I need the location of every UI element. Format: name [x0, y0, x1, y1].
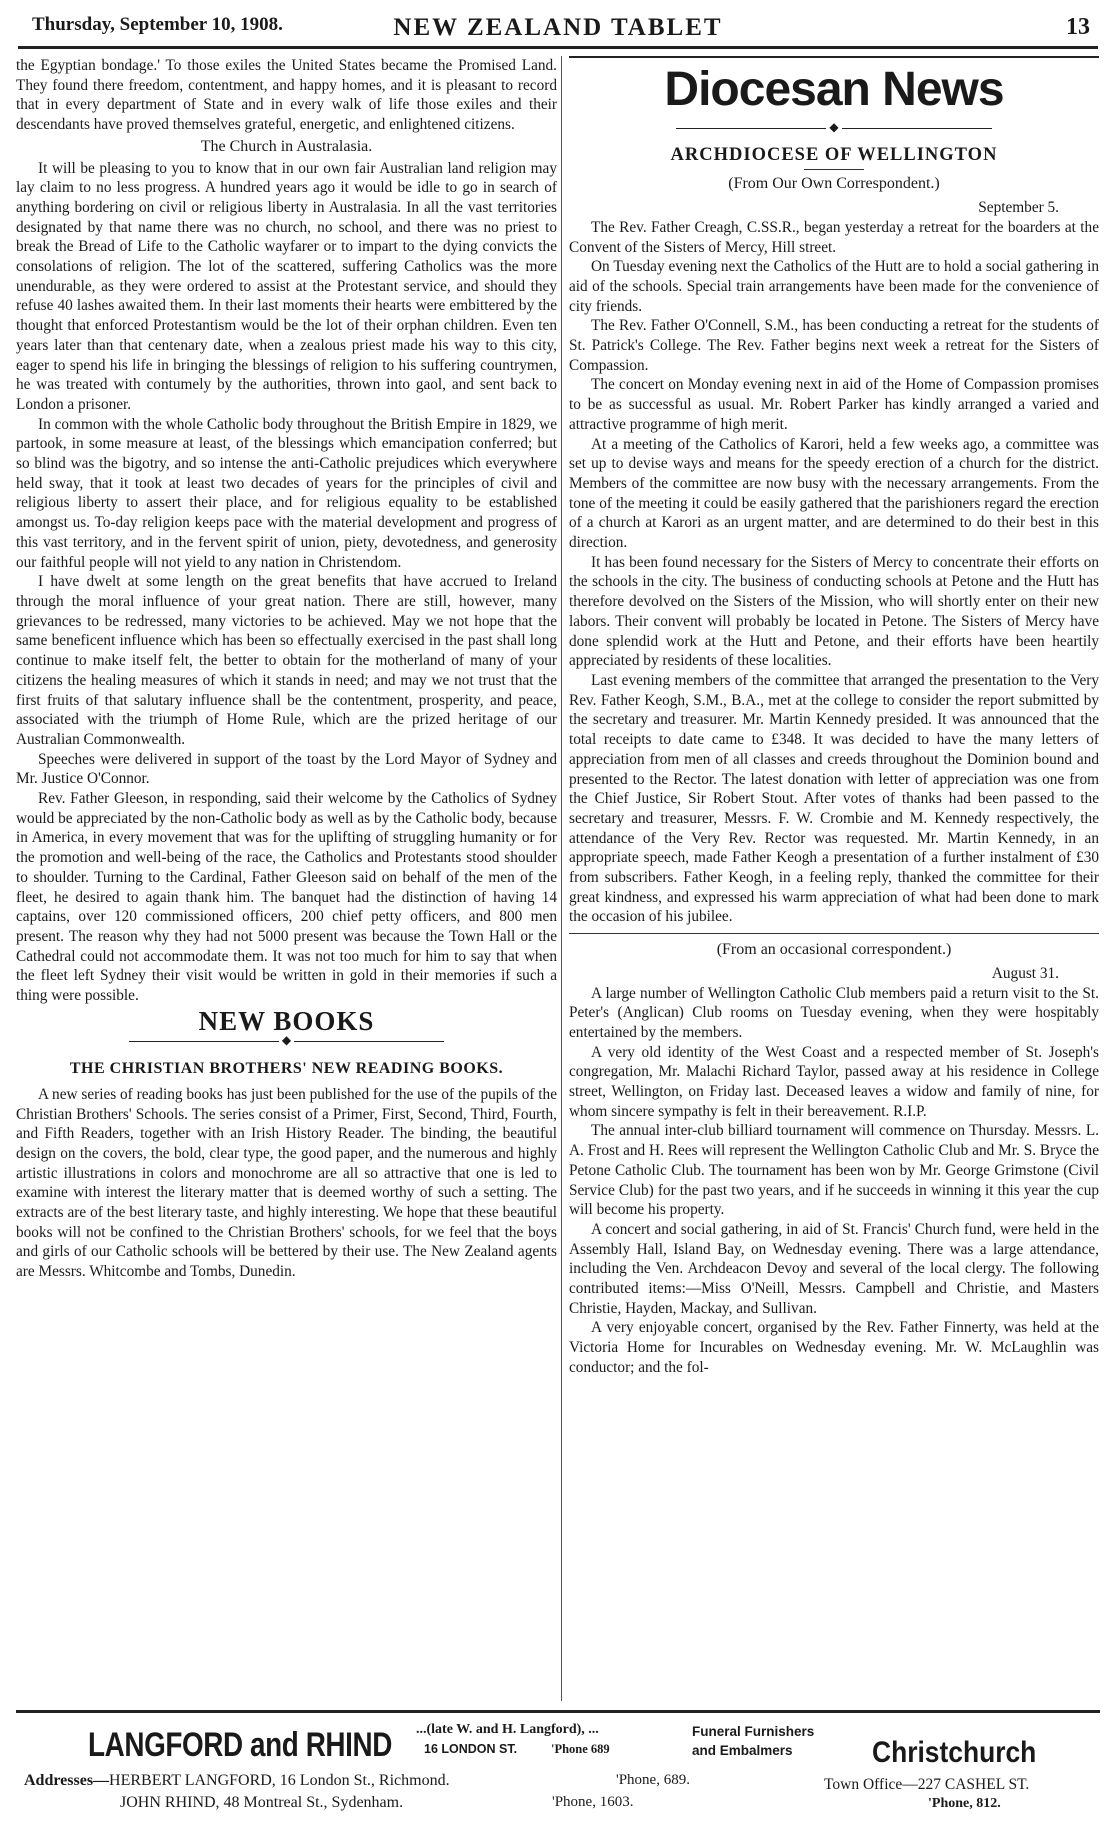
- diocesan-header: [569, 56, 1099, 194]
- news-item: The Rev. Father O'Connell, S.M., has been conducting a retreat for the students of St. Patrick's College. The Rev. Father begins next week a retreat for the Sisters of Compassion.: [569, 317, 1099, 374]
- news-item: The Rev. Father Creagh, C.SS.R., began yesterday a retreat for the boarders at the Convent of the Sisters of Mercy, Hill street.: [569, 218, 1099, 256]
- news-item: It has been found necessary for the Sisters of Mercy to concentrate their efforts on the schools in the city. The business of conducting schools at Petone and the Hutt has therefore devolved on the Sisters of the Mission, who will shortly enter on their new labors. Their convent will probably be located in Petone. The Sisters of Mercy have done splendid work at the Hutt and Petone, and their efforts have been heartily appreciated by residents of these localities.: [569, 553, 1099, 670]
- news-item: Last evening members of the committee that arranged the presentation to the Very Rev. Father Keogh, S.M., B.A., met at the college to consider the report submitted by the secretary and treasurer. Mr. Martin Kennedy presided. It was announced that the total receipts to date came to £348. It was decided to have the many letters of appreciation from men of all classes and creeds throughout the Dominion bound and presented to the Rector. The latest donation with letter of appreciation was one from the Chief Justice, Sir Robert Stout. After votes of thanks had been passed to the secretary and treasurer, Messrs. F. W. Crombie and M. Kennedy respectively, the attendance of the Very Rev. Rector was requested. Mr. Martin Kennedy, in an appropriate speech, made Father Keogh a presentation of a further instalment of £30 from subscribers. Father Keogh, in a feeling reply, thanked the committee for their great kindness, and expressed his warm appreciation of what had been done to mark the occasion of his jubilee.: [569, 671, 1099, 926]
- article-paragraph: I have dwelt at some length on the great benefits that have accrued to Ireland through the moral influence of your great nation. There are still, however, many grievances to be redressed, many victories to be achieved. May we not hope that the same beneficent influence which has been so effectually exercised in the past shall long continue to make itself felt, the better to obtain for the motherland of many of your citizens the healing measures of which it stands in need; and may we not trust that the first fruits of that salutary influence shall be the contentment, prosperity, and peace, associated with the triumph of Home Rule, which are the prized heritage of our Australian Commonwealth.: [16, 573, 557, 748]
- right-column: [569, 56, 1099, 1696]
- short-rule: [804, 169, 864, 170]
- dateline: September 5.: [978, 199, 1059, 217]
- correspondent-line: (From Our Own Correspondent.): [728, 175, 940, 193]
- footer-rule: [16, 1710, 1100, 1713]
- advertiser-brand: LANGFORD and RHIND: [88, 1726, 392, 1764]
- article-paragraph: In common with the whole Catholic body throughout the British Empire in 1829, we partook, in some measure at least, of the blessings which emancipation conferred; but so blind was the bigotry, and so intense the anti-Catholic prejudices which everywhere held sway, that it took at least two decades of years for the principles of civil and religious liberty to assert their place, and for religious equality to be established amongst us. To-day religion keeps pace with the material development and progress of this vast territory, and in the fervent spirit of union, piety, devotedness, and generosity our faithful people will not yield to any nation in Christendom.: [16, 415, 557, 571]
- ornament-divider: ◆: [569, 118, 1099, 138]
- funeral-line-1: Funeral Furnishers: [692, 1724, 815, 1739]
- advertiser-predecessor: ...(late W. and H. Langford), ...: [416, 1722, 599, 1737]
- dateline: August 31.: [991, 964, 1059, 982]
- addresses-label: Addresses—: [24, 1772, 110, 1789]
- town-office-phone: 'Phone, 812.: [928, 1796, 1001, 1811]
- ornament-divider: ◆: [16, 1031, 557, 1051]
- masthead: [18, 10, 1098, 50]
- address-line-2: JOHN RHIND, 48 Montreal St., Sydenham.: [120, 1794, 404, 1811]
- article-paragraph: A new series of reading books has just been published for the use of the pupils of the Christian Brothers' Schools. The series consist of a Primer, First, Second, Third, Fourth, and Fifth Readers, together with an Irish History Reader. The binding, the beautiful design on the covers, the bold, clear type, the good paper, and the numerous and highly artistic illustrations in colors and monochrome are all so attractive that one is led to examine with interest the literary matter that is deemed worthy of such a setting. The extracts are of the best literary taste, and highly interesting. We hope that these beautiful books will not be confined to the Christian Brothers' schools, for we feel that the boys and girls of our Catholic schools will be bettered by their use. The New Zealand agents are Messrs. Whitcombe and Tombs, Dunedin.: [16, 1085, 557, 1281]
- article-paragraph: It will be pleasing to you to know that in our own fair Australian land religion may lay claim to no less progress. A hundred years ago it would be idle to go in search of anything bordering on civil or religious liberty in Australasia. In all the vast territories designated by that name there was no church, no school, and there was no priest to break the Bread of Life to the Catholic wayfarer or to impart to the dying convicts the consolations of religion. The lot of the scattered, suffering Catholics was the more unendurable, as they were ordered to assist at the Protestant service, and should they refuse 40 lashes awaited them. In their last moments their hearts were embittered by the thought that enforced Protestantism would be the lot of their orphan children. Even ten years later than that centenary date, when a zealous priest made his way to this city, eager to spend his life in bringing the blessings of religion to his suffering countrymen, he was treated with contumely by the authorities, thrown into gaol, and sent back to London a prisoner.: [16, 159, 557, 413]
- advertiser-phone: 'Phone 689: [551, 1742, 610, 1756]
- city-name: Christchurch: [872, 1736, 1037, 1769]
- news-item: A very old identity of the West Coast and a respected member of St. Joseph's congregation, Mr. Malachi Richard Taylor, passed away at his residence in College street, Wellington, on Friday last. Deceased leaves a widow and family of nine, for whom sincere sympathy is felt in their bereavement. R.I.P.: [569, 1043, 1099, 1120]
- column-divider: [561, 56, 562, 1701]
- news-item: A large number of Wellington Catholic Club members paid a return visit to the St. Peter's (Anglican) Club rooms on Tuesday evening, when they were hospitably entertained by the members.: [569, 984, 1099, 1041]
- address-1-text: HERBERT LANGFORD, 16 London St., Richmond.: [109, 1772, 450, 1789]
- article-paragraph: the Egyptian bondage.' To those exiles the United States became the Promised Land. They found there freedom, contentment, and happy homes, and it is pleasant to record that in every department of State and in every walk of life those exiles and their descendants have proved themselves grateful, energetic, and enlightened citizens.: [16, 57, 557, 134]
- subheading: The Church in Australasia.: [200, 137, 373, 155]
- news-item: A very enjoyable concert, organised by the Rev. Father Finnerty, was held at the Victoria Home for Incurables on Wednesday evening. Mr. W. McLaughlin was conductor; and the fol-: [569, 1319, 1099, 1376]
- address-2-phone: 'Phone, 1603.: [552, 1794, 634, 1810]
- masthead-rule: [18, 46, 1098, 49]
- town-office: Town Office—227 CASHEL ST.: [824, 1776, 1030, 1793]
- section-rule: [569, 933, 1099, 934]
- funeral-line-2: and Embalmers: [692, 1743, 793, 1758]
- books-headline: THE CHRISTIAN BROTHERS' NEW READING BOOKS.: [69, 1060, 504, 1078]
- news-item: A concert and social gathering, in aid of St. Francis' Church fund, were held in the Assembly Hall, Island Bay, on Wednesday evening. There was a large attendance, including the Ven. Archdeacon Devoy and several of the local clergy. The following contributed items:—Miss O'Neill, Messrs. Campbell and Christie, and Masters Christie, Hayden, Mackay, and Sullivan.: [569, 1220, 1099, 1317]
- diocesan-news-title: Diocesan News: [664, 63, 1004, 116]
- issue-date: Thursday, September 10, 1908.: [32, 14, 283, 35]
- news-item: At a meeting of the Catholics of Karori, held a few weeks ago, a committee was set up to devise ways and means for the speedy erection of a church for the district. Members of the committee are now busy with the necessary arrangements. From the tone of the meeting it could be easily gathered that the parishioners regard the erection of a church at Karori as an urgent matter, and are determined to do their best in this direction.: [569, 435, 1099, 552]
- page-number: 13: [1066, 14, 1090, 40]
- new-books-heading: NEW BOOKS: [198, 1005, 375, 1036]
- address-1-phone: 'Phone, 689.: [616, 1772, 690, 1788]
- archdiocese-heading: ARCHDIOCESE OF WELLINGTON: [670, 144, 998, 165]
- news-item: On Tuesday evening next the Catholics of the Hutt are to hold a social gathering in aid of the schools. Special train arrangements have been made for the convenience of city friends.: [569, 258, 1099, 315]
- article-paragraph: Speeches were delivered in support of the toast by the Lord Mayor of Sydney and Mr. Justice O'Connor.: [16, 750, 557, 788]
- advertiser-street: 16 LONDON ST.: [424, 1742, 518, 1756]
- article-paragraph: Rev. Father Gleeson, in responding, said their welcome by the Catholics of Sydney would be appreciated by the non-Catholic body as well as by the Catholic body, because in America, in every movement that was for the uplifting of struggling humanity or for the promotion and well-being of the race, the Catholics and Protestants stood shoulder to shoulder. Turning to the Cardinal, Father Gleeson said on behalf of the men of the fleet, he desired to again thank him. The banquet had the distinction of having 14 captains, over 120 commissioned officers, 200 chief petty officers, and 800 men present. The reason why they had not 5000 present was because the Town Hall or the Cathedral could not accommodate them. It was not too much for him to say that when the fleet left Sydney their visit would be written in gold in their memories if such a thing were possible.: [16, 790, 557, 1005]
- advertisement-footer: [16, 1716, 1100, 1836]
- news-item: The concert on Monday evening next in aid of the Home of Compassion promises to be as successful as usual. Mr. Robert Parker has kindly arranged a varied and attractive programme of high merit.: [569, 376, 1099, 433]
- address-line-1: [24, 1772, 450, 1790]
- newspaper-title: NEW ZEALAND TABLET: [393, 14, 723, 41]
- news-item: The annual inter-club billiard tournament will commence on Thursday. Messrs. L. A. Frost and H. Rees will represent the Wellington Catholic Club and Mr. S. Bryce the Petone Catholic Club. The tournament has been won by Mr. George Grimstone (Civil Service Club) for the past two years, and if he succeeds in winning it this year the cup will become his property.: [569, 1122, 1099, 1219]
- occasional-correspondent-line: (From an occasional correspondent.): [716, 941, 952, 959]
- left-column: [16, 56, 557, 1696]
